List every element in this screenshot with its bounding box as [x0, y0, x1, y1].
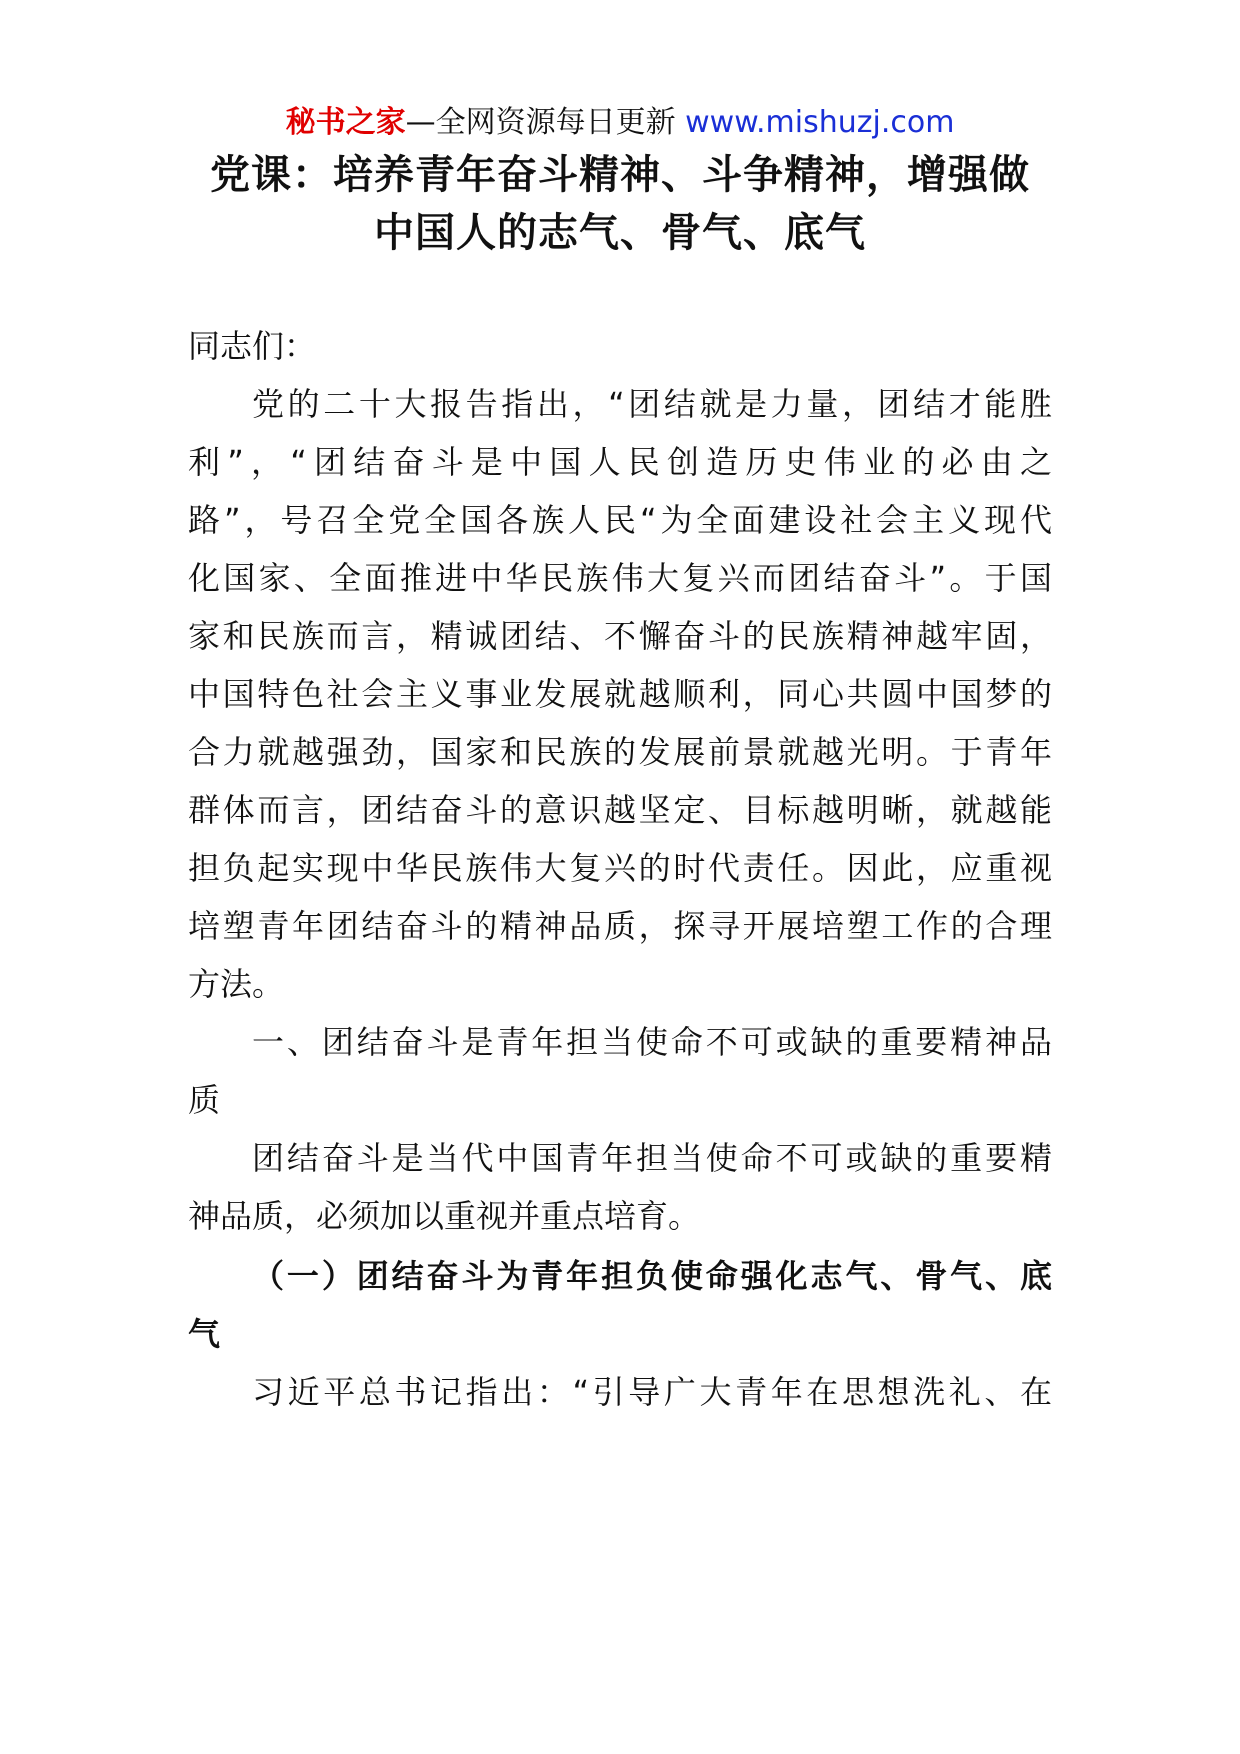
- paragraph-line: 利”，“团结奋斗是中国人民创造历史伟业的必由之: [188, 443, 1052, 481]
- document-title-line-1: 党课：培养青年奋斗精神、斗争精神，增强做: [210, 152, 1030, 198]
- paragraph-line: 方法。: [188, 965, 285, 1003]
- subsection-heading-line: （一）团结奋斗为青年担负使命强化志气、骨气、底: [252, 1257, 1052, 1295]
- paragraph-line: 担负起实现中华民族伟大复兴的时代责任。因此，应重视: [188, 849, 1052, 887]
- header-tagline: —全网资源每日更新: [405, 105, 686, 140]
- section-heading-line: 质: [188, 1081, 221, 1119]
- paragraph-line: 习近平总书记指出：“引导广大青年在思想洗礼、在: [252, 1373, 1052, 1411]
- paragraph-line: 化国家、全面推进中华民族伟大复兴而团结奋斗”。于国: [188, 559, 1052, 597]
- paragraph-line: 党的二十大报告指出，“团结就是力量，团结才能胜: [252, 385, 1052, 423]
- paragraph-line: 团结奋斗是当代中国青年担当使命不可或缺的重要精: [252, 1139, 1052, 1177]
- paragraph-line: 中国特色社会主义事业发展就越顺利，同心共圆中国梦的: [188, 675, 1052, 713]
- site-header-banner: [0, 103, 1240, 143]
- document-title-line-2: 中国人的志气、骨气、底气: [374, 210, 866, 256]
- paragraph-line: 培塑青年团结奋斗的精神品质，探寻开展培塑工作的合理: [188, 907, 1052, 945]
- paragraph-line: 群体而言，团结奋斗的意识越坚定、目标越明晰，就越能: [188, 791, 1052, 829]
- section-heading-line: 一、团结奋斗是青年担当使命不可或缺的重要精神品: [252, 1023, 1052, 1061]
- paragraph-line: 神品质，必须加以重视并重点培育。: [188, 1197, 701, 1235]
- brand-name: 秘书之家: [285, 105, 406, 140]
- paragraph-line: 家和民族而言，精诚团结、不懈奋斗的民族精神越牢固，: [188, 617, 1052, 655]
- paragraph-line: 路”，号召全党全国各族人民“为全面建设社会主义现代: [188, 501, 1052, 539]
- subsection-heading-line: 气: [188, 1315, 221, 1353]
- header-url-link[interactable]: www.mishuzj.com: [685, 105, 955, 140]
- paragraph-line: 合力就越强劲，国家和民族的发展前景就越光明。于青年: [188, 733, 1052, 771]
- salutation: 同志们：: [188, 327, 317, 365]
